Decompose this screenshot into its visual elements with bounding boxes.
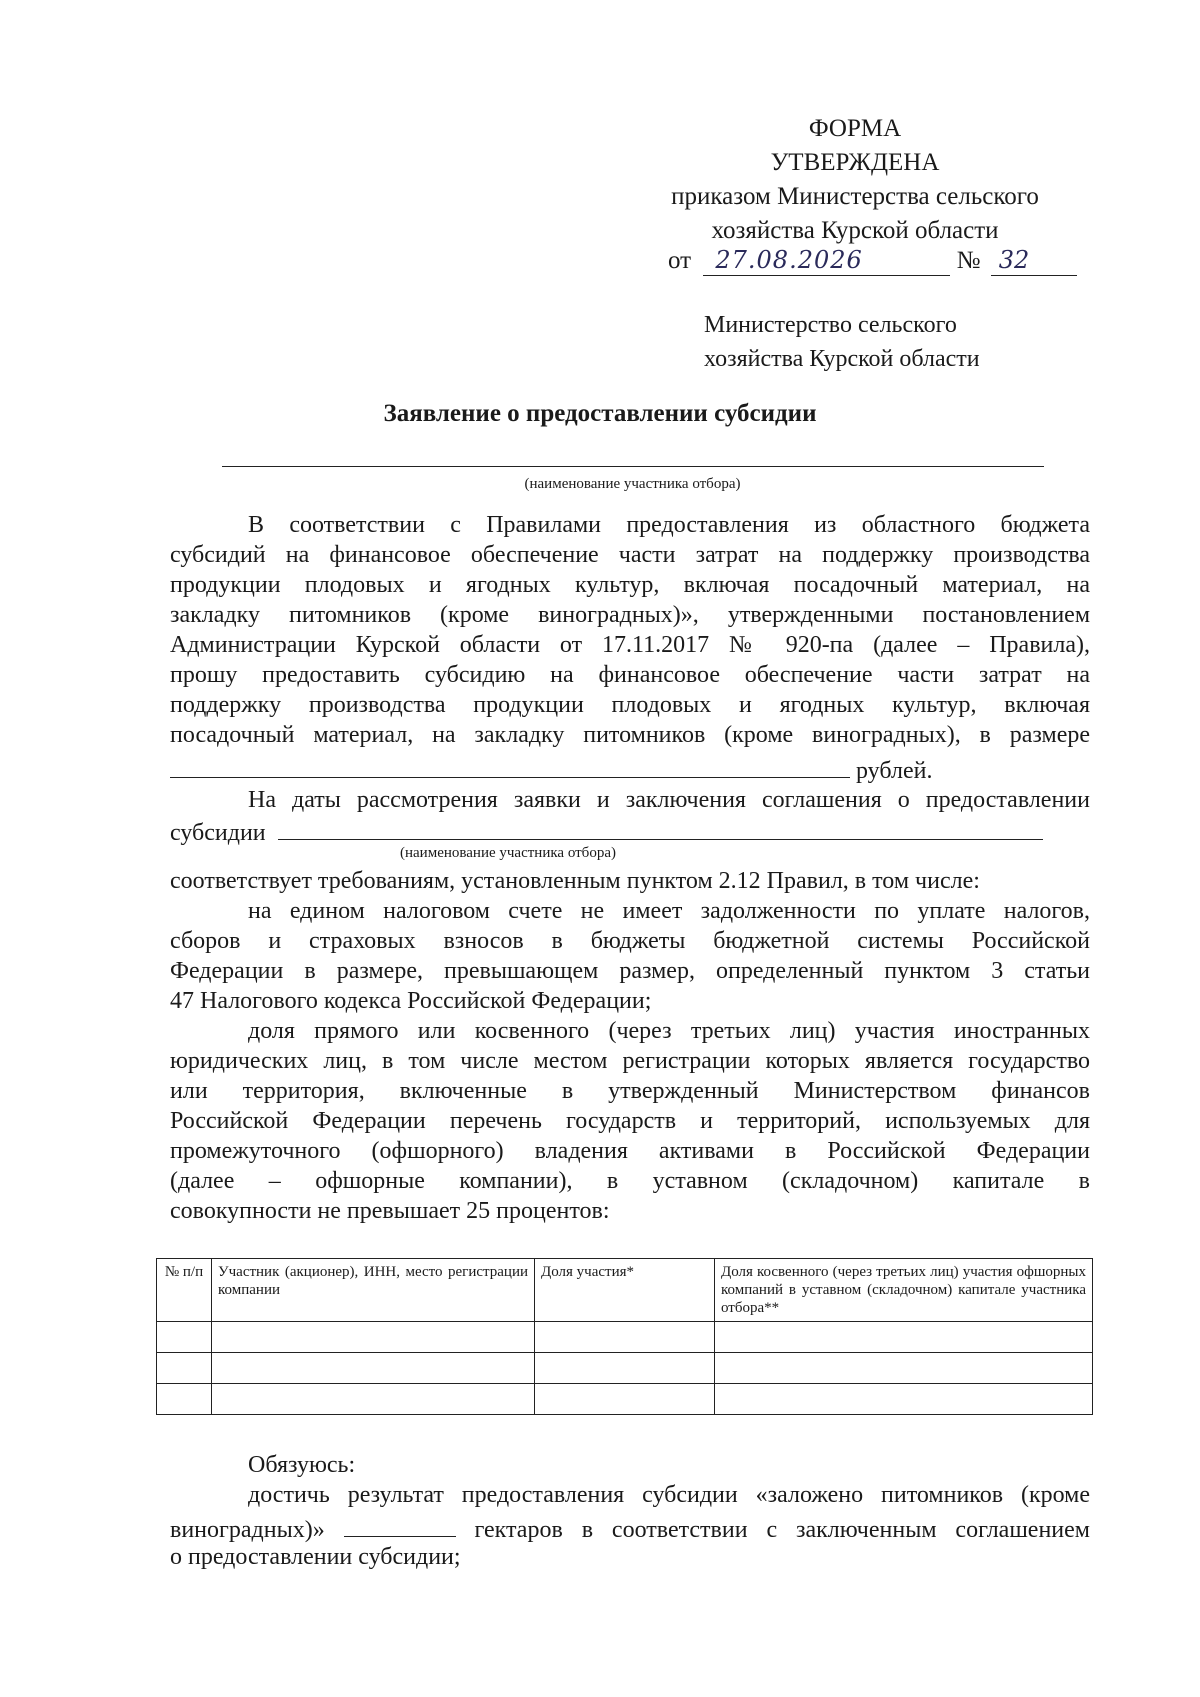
order-number-prefix: № (956, 247, 981, 274)
paragraph-obligation (170, 1450, 1090, 1510)
text-line: 47 Налогового кодекса Российской Федерации; (170, 988, 652, 1014)
text-line: промежуточного (офшорного) владения активами в Российской Федерации (170, 1138, 1090, 1164)
text-line: продукции плодовых и ягодных культур, включая посадочный материал, на (170, 572, 1090, 598)
text-line: доля прямого или косвенного (через третьих лиц) участия иностранных (248, 1018, 1090, 1044)
table-cell[interactable] (715, 1322, 1093, 1353)
text-line: Российской Федерации перечень государств и территорий, используемых для (170, 1108, 1090, 1134)
text-line: посадочный материал, на закладку питомников (кроме виноградных), в размере (170, 722, 1090, 748)
participant-name-caption: (наименование участника отбора) (524, 476, 741, 492)
table-cell[interactable] (535, 1384, 715, 1415)
table-row (157, 1384, 1093, 1415)
approval-stamp-block (640, 112, 1070, 248)
text-line: совокупности не превышает 25 процентов: (170, 1198, 610, 1224)
text-line: субсидий на финансовое обеспечение части затрат на поддержку производства (170, 542, 1090, 568)
col-participant-header: Участник (акционер), ИНН, место регистрации компании (212, 1259, 535, 1322)
text-line: на едином налоговом счете не имеет задолженности по уплате налогов, (248, 898, 1090, 924)
text-line: поддержку производства продукции плодовых и ягодных культур, включая (170, 692, 1090, 718)
participant-name-caption-2: (наименование участника отбора) (400, 845, 616, 861)
table-row (157, 1322, 1093, 1353)
paragraph-request (170, 510, 1090, 750)
text-line: о предоставлении субсидии; (170, 1544, 461, 1570)
subsidy-word: субсидии (170, 820, 266, 846)
hectare-suffix: гектаров в соответствии с заключенным соглашением (474, 1517, 1090, 1543)
hectare-prefix: виноградных)» (170, 1517, 325, 1543)
participant-name-blank (222, 466, 1044, 467)
table-cell[interactable] (212, 1353, 535, 1384)
amount-suffix: рублей. (856, 758, 933, 784)
participant-name-blank-2 (278, 815, 1043, 840)
approved-label: УТВЕРЖДЕНА (770, 149, 940, 176)
text-line: В соответствии с Правилами предоставления из областного бюджета (248, 512, 1090, 538)
table-cell[interactable] (212, 1384, 535, 1415)
table-cell[interactable] (157, 1384, 212, 1415)
order-reference (668, 244, 1068, 278)
col-number-header: № п/п (157, 1259, 212, 1322)
amount-line (170, 753, 1090, 786)
text-line: достичь результат предоставления субсидии «заложено питомников (кроме (248, 1482, 1090, 1508)
text-line: Обязуюсь: (248, 1452, 356, 1478)
order-prefix: от (668, 247, 692, 274)
table-cell[interactable] (715, 1384, 1093, 1415)
text-line: Администрации Курской области от 17.11.2017 № 920-па (далее – Правила), (170, 632, 1090, 658)
approval-line-1: приказом Министерства сельского (671, 183, 1039, 210)
addressee-line-1: Министерство сельского (704, 312, 957, 338)
text-line: закладку питомников (кроме виноградных)», утвержденными постановлением (170, 602, 1090, 628)
approval-line-2: хозяйства Курской области (711, 217, 999, 244)
paragraph-requirements (170, 866, 1090, 1226)
paragraph-compliance-intro (170, 785, 1090, 815)
table-cell[interactable] (535, 1322, 715, 1353)
text-line: прошу предоставить субсидию на финансовое обеспечение части затрат на (170, 662, 1090, 688)
addressee-block (704, 308, 1104, 376)
addressee-line-2: хозяйства Курской области (704, 346, 980, 372)
text-line: или территория, включенные в утвержденный Министерством финансов (170, 1078, 1090, 1104)
table-cell[interactable] (535, 1353, 715, 1384)
table-cell[interactable] (212, 1322, 535, 1353)
text-line: Федерации в размере, превышающем размер, определенный пунктом 3 статьи (170, 958, 1090, 984)
hectare-line (170, 1512, 1090, 1545)
form-label: ФОРМА (808, 115, 902, 142)
document-title: Заявление о предоставлении субсидии (383, 400, 817, 427)
table-cell[interactable] (157, 1322, 212, 1353)
order-date-handwritten: 27.08.2026 (703, 245, 950, 276)
text-line: соответствует требованиям, установленным пунктом 2.12 Правил, в том числе: (170, 868, 980, 894)
paragraph-obligation-end (170, 1542, 1090, 1572)
text-line: юридических лиц, в том числе местом регистрации которых является государство (170, 1048, 1090, 1074)
text-line: На даты рассмотрения заявки и заключения соглашения о предоставлении (248, 787, 1090, 813)
table-cell[interactable] (715, 1353, 1093, 1384)
col-share-header: Доля участия* (535, 1259, 715, 1322)
table-header-row (157, 1259, 1093, 1322)
order-number-handwritten: 32 (991, 245, 1077, 276)
text-line: сборов и страховых взносов в бюджеты бюджетной системы Российской (170, 928, 1090, 954)
col-offshore-share-header: Доля косвенного (через третьих лиц) участия офшорных компаний в уставном (складочном) капитале участника отбора** (715, 1259, 1093, 1322)
offshore-share-table (156, 1258, 1093, 1415)
table-cell[interactable] (157, 1353, 212, 1384)
table-row (157, 1353, 1093, 1384)
hectare-blank (344, 1512, 456, 1537)
text-line: (далее – офшорные компании), в уставном (складочном) капитале в (170, 1168, 1090, 1194)
amount-blank (170, 753, 850, 778)
